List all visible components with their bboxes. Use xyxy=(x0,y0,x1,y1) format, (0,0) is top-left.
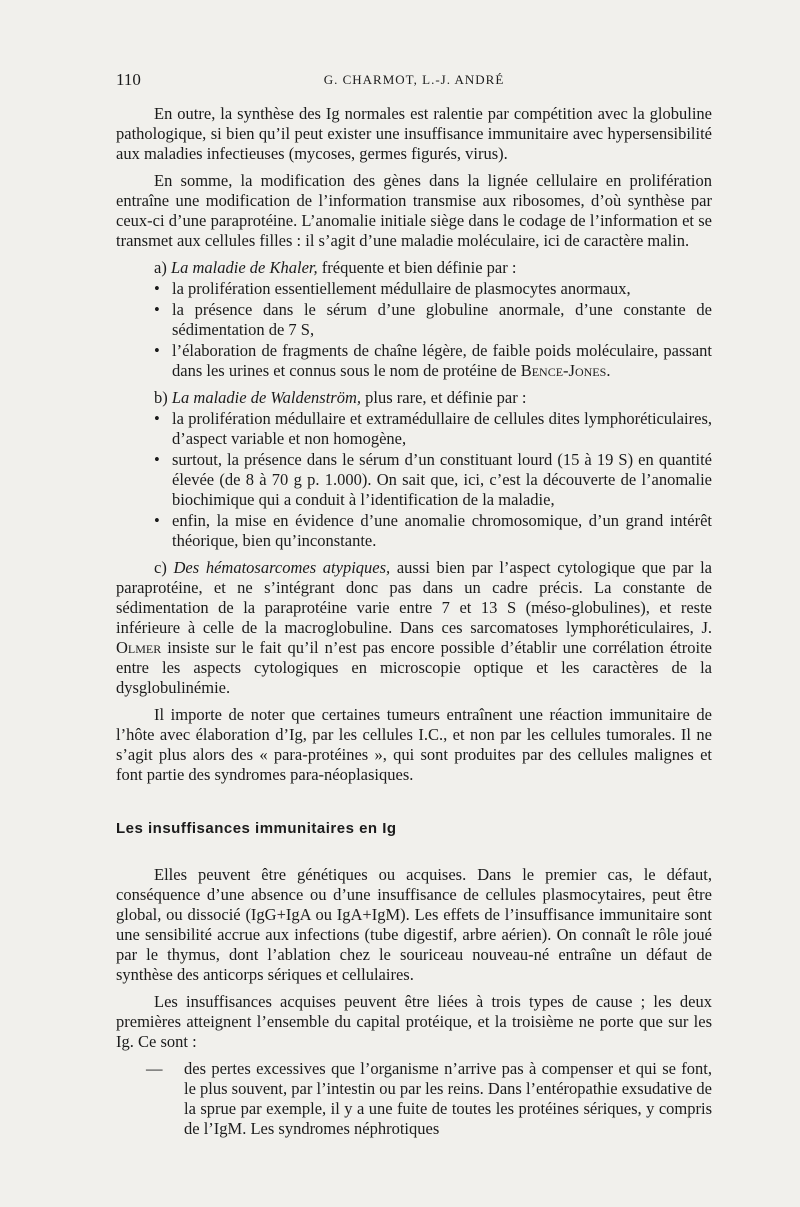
list-lead xyxy=(116,388,712,408)
bullet-text: l’élaboration de fragments de chaîne légère, de faible poids moléculaire, passant dans les urines et connus sous le nom de protéine de xyxy=(172,341,712,380)
bullet-icon: • xyxy=(154,409,160,428)
bullet-text: la prolifération essentiellement médullaire de plasmocytes anormaux, xyxy=(172,279,631,298)
list-item xyxy=(116,279,712,299)
list-lead xyxy=(116,258,712,278)
item-marker: b) xyxy=(154,388,168,407)
list-item xyxy=(116,450,712,510)
disease-title: La maladie de Khaler, xyxy=(170,258,318,277)
paragraph-text: insiste sur le fait qu’il n’est pas encore possible d’établir une corrélation étroite entre les aspects cytologiques en microscopie optique et les caractères de la dysglobulinémie. xyxy=(116,638,712,697)
list-section-b xyxy=(116,388,712,551)
bullet-icon: • xyxy=(154,450,160,469)
paragraph: En outre, la synthèse des Ig normales est ralentie par compétition avec la globuline pathologique, si bien qu’il peut exister une insuffisance immunitaire avec hypersensibilité aux maladies infectieuses (mycoses, germes figurés, virus). xyxy=(116,104,712,163)
list-item xyxy=(116,511,712,551)
paragraph: Il importe de noter que certaines tumeurs entraînent une réaction immunitaire de l’hôte avec élaboration d’Ig, par les cellules I.C., et non par les cellules tumorales. Il ne s’agit plus alors des « para-protéines », qui sont produites par des cellules malignes et font partie des syndromes para-néoplasiques. xyxy=(116,705,712,784)
author-name: Olmer xyxy=(116,638,162,657)
paragraph-section-c xyxy=(116,558,712,698)
paragraph: En somme, la modification des gènes dans la lignée cellulaire en prolifération entraîne une modification de l’information transmise aux ribosomes, d’où synthèse par ceux-ci d’une paraprotéine. L’anomalie initiale siège dans le codage de l’information et se transmet aux cellules filles : il s’agit d’une maladie moléculaire, ici de caractère malin. xyxy=(116,171,712,250)
bullet-icon: • xyxy=(154,300,160,319)
bullet-text: surtout, la présence dans le sérum d’un constituant lourd (15 à 19 S) en quantité élevée (de 8 à 70 g p. 1.000). On sait que, ici, c’est la découverte de l’anomalie biochimique qui a conduit à l’identification de la maladie, xyxy=(172,450,712,509)
paragraph-text: aussi bien par l’aspect cytologique que par la paraprotéine, et ne s’intégrant donc pas dans un cadre précis. La constante de sédimentation de la paraprotéine varie entre 7 et 13 S (méso-globulines), et reste inférieure à celle de la macroglobuline. Dans ces sarcomatoses lymphoréticulaires, J. xyxy=(116,558,712,637)
page-header xyxy=(116,70,712,92)
page-body xyxy=(116,104,712,1139)
running-title: G. CHARMOT, L.-J. ANDRÉ xyxy=(323,72,505,87)
disease-title: La maladie de Waldenström, xyxy=(171,388,362,407)
paragraph: Elles peuvent être génétiques ou acquises. Dans le premier cas, le défaut, conséquence d’une absence ou d’une insuffisance de cellules plasmocytaires, peut être global, ou dissocié (IgG+IgA ou IgA+IgM). Les effets de l’insuffisance immunitaire sont une sensibilité accrue aux infections (tube digestif, arbre aérien). On connaît le rôle joué par le thymus, dont l’ablation chez le souriceau nouveau-né entraîne un défaut de synthèse des anticorps sériques et cellulaires. xyxy=(116,865,712,984)
lead-text: fréquente et bien définie par : xyxy=(317,258,517,277)
item-marker: c) xyxy=(154,558,167,577)
bullet-text: la prolifération médullaire et extramédullaire de cellules dites lymphoréticulaires, d’aspect variable et non homogène, xyxy=(172,409,712,448)
list-item xyxy=(116,409,712,449)
page-number: 110 xyxy=(116,70,141,89)
bullet-text: enfin, la mise en évidence d’une anomalie chromosomique, d’un grand intérêt théorique, bien qu’inconstante. xyxy=(172,511,712,550)
bullet-icon: • xyxy=(154,511,160,530)
list-item xyxy=(116,1059,712,1139)
list-item xyxy=(116,341,712,381)
bullet-end: . xyxy=(606,361,611,380)
section-heading: Les insuffisances immunitaires en Ig xyxy=(116,820,397,837)
lead-text: plus rare, et définie par : xyxy=(361,388,527,407)
list-item xyxy=(116,300,712,340)
list-section-a xyxy=(116,258,712,381)
bullet-text: la présence dans le sérum d’une globuline anormale, d’une constante de sédimentation de 7 S, xyxy=(172,300,712,339)
item-marker: a) xyxy=(154,258,167,277)
bullet-icon: • xyxy=(154,279,160,298)
disease-title: Des hématosarcomes atypiques, xyxy=(173,558,391,577)
dash-icon: — xyxy=(146,1059,163,1078)
bullet-icon: • xyxy=(154,341,160,360)
dash-text: des pertes excessives que l’organisme n’arrive pas à compenser et qui se font, le plus souvent, par l’intestin ou par les reins. Dans l’entéropathie exsudative de la sprue par exemple, il y a une fuite de toutes les protéines sériques, y compris de l’IgM. Les syndromes néphrotiques xyxy=(184,1059,712,1138)
paragraph: Les insuffisances acquises peuvent être liées à trois types de cause ; les deux premières atteignent l’ensemble du capital protéique, et la troisième ne porte que sur les Ig. Ce sont : xyxy=(116,992,712,1051)
bence-jones: Bence-Jones xyxy=(520,361,607,380)
